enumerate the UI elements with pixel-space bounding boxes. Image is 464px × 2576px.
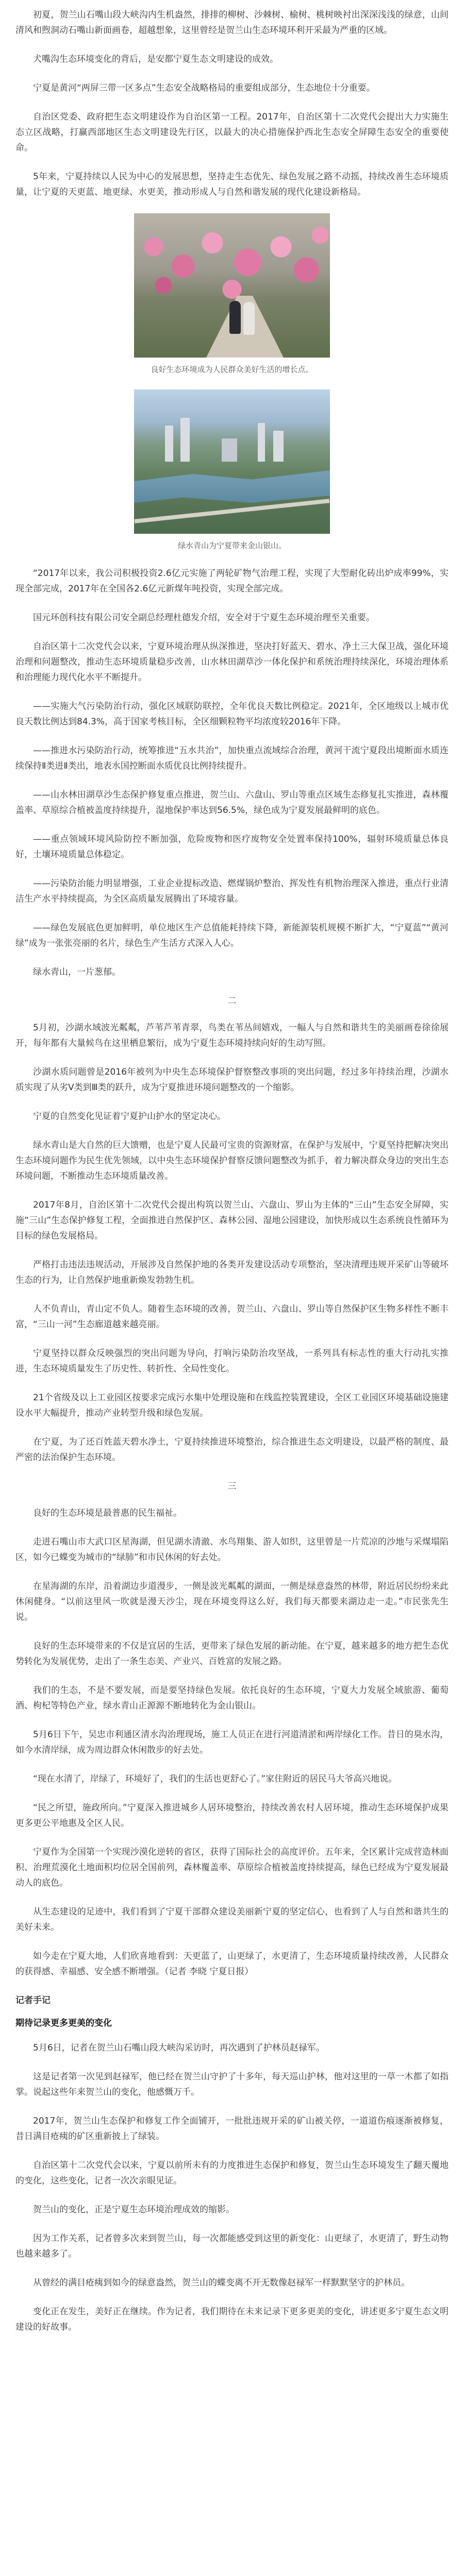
paragraph: 贺兰山的变化，正是宁夏生态环境治理成效的缩影。 (33, 2205, 235, 2215)
paragraph: 21个省级及以上工业园区按要求完成污水集中处理设施和在线监控装置建设，全区工业园区环境基础设施建设水平大幅提升，推动产业转型升级和绿色发展。 (15, 1393, 449, 1418)
reporter-note-heading: 记者手记 (15, 1995, 51, 2006)
paragraph: 绿水青山是大自然的巨大馈赠，也是宁夏人民最可宝贵的资源财富，在保护与发展中，宁夏坚持把解决突出生态环境问题作为民生优先领域，以中央生态环境保护督察反馈问题整改为抓手，着力解决群众身边的突出生态环境问题，不断推动生态环境质量改善。 (15, 1140, 449, 1181)
paragraph: 国元环创科技有限公司安全副总经理杜德发介绍，安全对于宁夏生态环境治理至关重要。 (33, 613, 375, 623)
paragraph: 宁夏是黄河“两屏三带一区多点”生态安全战略格局的重要组成部分，生态地位十分重要。 (33, 83, 375, 93)
paragraph: 从曾经的满目疮痍到如今的绿意盎然，贺兰山的蝶变离不开无数像赵禄军一样默默坚守的护林员。 (33, 2278, 410, 2288)
section-two-number: 二 (227, 996, 237, 1006)
paragraph: 自治区党委、政府把生态文明建设作为自治区第一工程。2017年，自治区第十二次党代会提出大力实施生态立区战略，打赢西部地区生态文明建设先行区，以最大的决心措施保护西北生态安全屏障生态安全的重要使命。 (15, 112, 449, 153)
paragraph: 在星海湖的东岸，沿着湖边步道漫步，一侧是波光粼粼的湖面，一侧是绿意盎然的林带，附近居民纷纷来此休闲健身。“以前这里风一吹就是漫天沙尘，现在环境变得这么好，我们每天都要来湖边走一走。”市民张先生说。 (15, 1581, 449, 1622)
paragraph: 我们的生态，不是不要发展，而是要坚持绿色发展。依托良好的生态环境，宁夏大力发展全域旅游、葡萄酒、枸杞等特色产业，绿水青山正源源不断地转化为金山银山。 (15, 1685, 449, 1711)
reporter-note (15, 2040, 449, 2335)
paragraph: 从生态建设的足迹中，我们看到了宁夏干部群众建设美丽新宁夏的坚定信心，也看到了人与自然和谐共生的美好未来。 (15, 1907, 449, 1933)
paragraph: ——绿色发展底色更加鲜明，单位地区生产总值能耗持续下降，新能源装机规模不断扩大，“宁夏蓝”“黄河绿”成为一张张亮丽的名片，绿色生产生活方式深入人心。 (15, 923, 449, 948)
intro-section (15, 7, 449, 200)
paragraph: 如今走在宁夏大地，人们欣喜地看到：天更蓝了，山更绿了，水更清了，生态环境质量持续改善，人民群众的获得感、幸福感、安全感不断增强。（记者 李晓 宁夏日报） (15, 1951, 449, 1977)
paragraph: 沙湖水质问题曾是2016年被列为中央生态环境保护督察整改事项的突出问题，经过多年持续治理，沙湖水质实现了从劣Ⅴ类到Ⅲ类的跃升，成为宁夏推进环境问题整改的一个缩影。 (15, 1067, 449, 1093)
paragraph: ——重点领域环境风险防控不断加强，危险废物和医疗废物安全处置率保持100%，辐射环境质量总体良好，土壤环境质量总体稳定。 (15, 834, 449, 860)
paragraph: “民之所望，施政所向。”宁夏深入推进城乡人居环境整治，持续改善农村人居环境，推动生态环境保护成果更多更公平地惠及全区人民。 (15, 1803, 449, 1828)
paragraph: 因为工作关系，记者曾多次来到贺兰山，每一次都能感受到这里的新变化：山更绿了，水更清了，野生动物也越来越多了。 (15, 2233, 449, 2259)
paragraph: 5月初，沙湖水域波光粼粼，芦苇芦苇青翠，鸟类在苇丛间嬉戏，一幅人与自然和谐共生的美丽画卷徐徐展开，每年都有大量候鸟在这里栖息繁衍，成为宁夏生态环境持续向好的生动写照。 (15, 1023, 449, 1048)
paragraph: 自治区第十二次党代会以来，宁夏以前所未有的力度推进生态保护和修复，贺兰山生态环境发生了翻天覆地的变化，这些变化，记者一次次亲眼见证。 (15, 2160, 449, 2186)
paragraph: 自治区第十二次党代会以来，宁夏环境治理从纵深推进，坚决打好蓝天、碧水、净土三大保卫战，强化环境治理和问题整改，推动生态环境质量稳步改善，山水林田湖草沙一体化保护和系统治理持续深化，环境治理体系和治理能力现代化水平不断提升。 (15, 641, 449, 683)
paragraph: 5月6日，记者在贺兰山石嘴山段大峡沟采访时，再次遇到了护林员赵禄军。 (33, 2043, 325, 2053)
section-two (15, 1020, 449, 1465)
paragraph: 变化正在发生，美好正在继续。作为记者，我们期待在未来记录下更多更美的变化，讲述更多宁夏生态文明建设的好故事。 (15, 2307, 449, 2332)
paragraph: 在宁夏，为了还百姓蓝天碧水净土，宁夏持续推进环境整治，综合推进生态文明建设，以最严格的制度、最严密的法治保护生态环境。 (15, 1437, 449, 1463)
paragraph: 宁夏的自然变化见证着宁夏护山护水的坚定决心。 (33, 1111, 226, 1122)
paragraph: “现在水清了，岸绿了，环境好了，我们的生活也更舒心了。”家住附近的居民马大爷高兴地说。 (33, 1774, 397, 1784)
paragraph: “2017年以来，我公司积极投资2.6亿元实施了两轮矿物气治理工程，实现了大型耐化砖出炉成率99%，实现全部完成，2017年在全国各2.6亿元新煤年吨投资，实现全部完成。 (15, 568, 449, 594)
figure-2-caption: 绿水青山为宁夏带来金山银山。 (177, 541, 286, 550)
paragraph: 5年来，宁夏持续以人民为中心的发展思想，坚持走生态优先、绿色发展之路不动摇，持续改善生态环境质量，让宁夏的天更蓝、地更绿、水更美，推动形成人与自然和谐发展的现代化建设新格局。 (15, 172, 449, 197)
figure-1-caption: 良好生态环境成为人民群众美好生活的增长点。 (151, 365, 313, 374)
paragraph: ——实施大气污染防治行动，强化区域联防联控，全年优良天数比例稳定。2021年，全区地级以上城市优良天数比例达到84.3%，高于国家考核目标，全区细颗粒物平均浓度较2016年下降。 (15, 701, 449, 727)
paragraph: 犬嘴沟生态环境变化的背后，是安都宁夏生态文明建设的成效。 (33, 54, 278, 64)
figure-1 (134, 213, 330, 376)
paragraph: ——污染防治能力明显增强，工业企业提标改造、燃煤锅炉整治、挥发性有机物治理深入推进，重点行业清洁生产水平持续提高，为全区高质量发展腾出了环境容量。 (15, 878, 449, 904)
paragraph: 人不负青山，青山定不负人。随着生态环境的改善，贺兰山、六盘山、罗山等自然保护区生物多样性不断丰富，“三山一河”生态廊道越来越亮丽。 (15, 1304, 449, 1330)
paragraph: 宁夏坚持以群众反映强烈的突出问题为导向，打响污染防治攻坚战，一系列具有标志性的重大行动扎实推进，生态环境质量发生了历史性、转折性、全局性变化。 (15, 1348, 449, 1374)
paragraph: 初夏，贺兰山石嘴山段大峡沟内生机盎然，排排的柳树、沙棘树、榆树、桃树映衬出深深浅浅的绿意，山间清风和煦洞动石嘴山新面画卷，超越想象，这里曾经是贺兰山生态环境环利开采最为严重的区域。 (15, 10, 449, 36)
paragraph: ——山水林田湖草沙生态保护修复重点推进，贺兰山、六盘山、罗山等重点区域生态修复扎实推进，森林覆盖率、草原综合植被盖度持续提升，湿地保护率达到56.5%，绿色成为宁夏发展最鲜明的底色。 (15, 790, 449, 816)
blossom-photo (134, 213, 330, 358)
paragraph: ——推进水污染防治行动，统筹推进“五水共治”，加快重点流域综合治理，黄河干流宁夏段出境断面水质连续保持Ⅱ类进Ⅱ类出，地表水国控断面水质优良比例持续提升。 (15, 745, 449, 771)
section-three-number: 三 (227, 1481, 237, 1492)
paragraph: 良好的生态环境是最普惠的民生福祉。 (33, 1508, 182, 1518)
figure-2 (134, 389, 330, 552)
article-body (15, 0, 449, 2335)
paragraph: 2017年8月，自治区第十二次党代会提出构筑以贺兰山、六盘山、罗山为主体的“三山”生态安全屏障，实施“三山”生态保护修复工程，全面推进自然保护区、森林公园、湿地公园建设，加快形成以生态系统良性循环为目标的绿色发展格局。 (15, 1200, 449, 1241)
paragraph: 严格打击违法违规活动，开展涉及自然保护地的各类开发建设活动专项整治，坚决清理违规开采矿山等破坏生态的行为，让自然保护地重新焕发勃勃生机。 (15, 1260, 449, 1285)
section-one (15, 566, 449, 980)
paragraph: 走进石嘴山市大武口区星海湖，但见湖水清澈、水鸟翔集、游人如织，这里曾是一片荒凉的沙地与采煤塌陷区，如今已蝶变为城市的“绿肺”和市民休闲的好去处。 (15, 1537, 449, 1563)
reporter-note-subheading: 期待记录更多更美的变化 (15, 2018, 112, 2028)
paragraph: 这是记者第一次见到赵禄军，他已经在贺兰山守护了十多年，每天巡山护林，他对这里的一草一木都了如指掌。说起这些年来贺兰山的变化，他感慨万千。 (15, 2072, 449, 2097)
paragraph: 良好的生态环境带来的不仅是宜居的生活，更带来了绿色发展的新动能。在宁夏，越来越多的地方把生态优势转化为发展优势，走出了一条生态美、产业兴、百姓富的发展之路。 (15, 1641, 449, 1667)
paragraph: 5月6日下午，吴忠市利通区清水沟治理现场，施工人员正在进行河道清淤和两岸绿化工作。昔日的臭水沟，如今水清岸绿，成为周边群众休闲散步的好去处。 (15, 1730, 449, 1755)
aerial-city-photo (134, 389, 330, 534)
paragraph: 2017年，贺兰山生态保护和修复工作全面铺开，一批批违规开采的矿山被关停，一道道伤痕逐渐被修复，昔日满目疮痍的矿区重新披上了绿装。 (15, 2116, 449, 2142)
paragraph: 绿水青山，一片葱郁。 (33, 967, 121, 977)
paragraph: 宁夏作为全国第一个实现沙漠化逆转的省区，获得了国际社会的高度评价。五年来，全区累计完成营造林面积、治理荒漠化土地面积均位居全国前列，森林覆盖率、草原综合植被盖度持续提高，绿色已经成为宁夏发展最动人的底色。 (15, 1847, 449, 1888)
section-three (15, 1505, 449, 1979)
